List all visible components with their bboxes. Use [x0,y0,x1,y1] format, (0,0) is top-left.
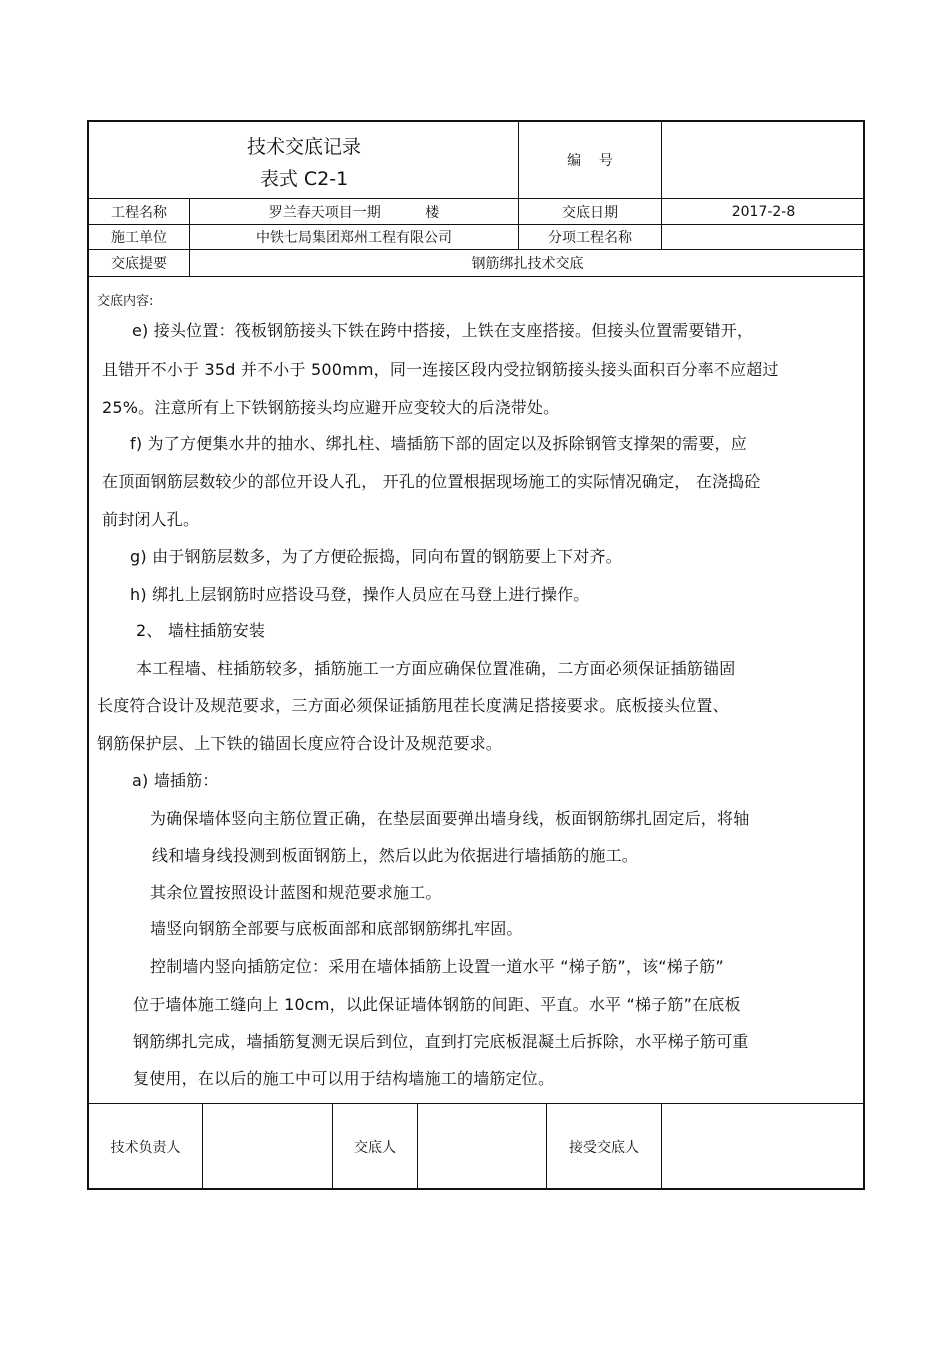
content-line: 25%。注意所有上下铁钢筋接头均应避开应变较大的后浇带处。 [102,398,560,417]
content-line: 线和墙身线投测到板面钢筋上，然后以此为依据进行墙插筋的施工。 [152,846,639,865]
content-line: 在顶面钢筋层数较少的部位开设人孔， 开孔的位置根据现场施工的实际情况确定， 在浇捣砼 [102,472,761,491]
summary-label: 交底提要 [111,256,167,272]
divider [89,276,863,277]
receiver-label: 接受交底人 [569,1140,639,1156]
content-line: e) 接头位置：筏板钢筋接头下铁在跨中搭接，上铁在支座搭接。但接头位置需要错开， [132,321,754,340]
unit-label: 施工单位 [111,230,167,246]
content-line: 且错开不小于 35d 并不小于 500mm，同一连接区段内受拉钢筋接头接头面积百分率不应超过 [102,360,779,379]
content-line: 长度符合设计及规范要求，三方面必须保证插筋甩茬长度满足搭接要求。底板接头位置、 [97,696,729,715]
content-line: a) 墙插筋： [132,771,219,790]
content-line: 为确保墙体竖向主筋位置正确，在垫层面要弹出墙身线，板面钢筋绑扎固定后，将轴 [150,809,750,828]
date-label: 交底日期 [562,204,618,221]
content-line: 前封闭人孔。 [102,510,200,529]
project-name-label: 工程名称 [111,204,167,221]
content-line: f) 为了方便集水井的抽水、绑扎柱、墙插筋下部的固定以及拆除钢管支撑架的需要，应 [130,434,747,453]
content-line: 钢筋保护层、上下铁的锚固长度应符合设计及规范要求。 [97,734,503,753]
unit-value: 中铁七局集团郑州工程有限公司 [256,230,452,246]
number-label: 编 号 [567,153,613,169]
project-name-value: 罗兰春天项目一期 楼 [268,204,440,221]
content-line: 其余位置按照设计蓝图和规范要求施工。 [150,883,442,902]
content-line: 钢筋绑扎完成，墙插筋复测无误后到位，直到打完底板混凝土后拆除，水平梯子筋可重 [133,1032,749,1051]
content-line: 本工程墙、柱插筋较多，插筋施工一方面应确保位置准确，二方面必须保证插筋锚固 [136,659,736,678]
subitem-value [662,225,865,249]
content-label: 交底内容: [97,294,154,309]
content-line: 2、 墙柱插筋安装 [136,621,266,640]
content-line: 位于墙体施工缝向上 10cm，以此保证墙体钢筋的间距、平直。水平 “梯子筋”在底板 [133,995,741,1014]
content-line: h) 绑扎上层钢筋时应搭设马登，操作人员应在马登上进行操作。 [130,585,590,604]
form-code: 表式 C2-1 [259,168,349,190]
form-title: 技术交底记录 [246,136,361,158]
tech-lead-signature [203,1104,332,1190]
receiver-signature [662,1104,865,1190]
number-value [662,122,865,198]
presenter-signature [418,1104,546,1190]
content-line: 控制墙内竖向插筋定位：采用在墙体插筋上设置一道水平 “梯子筋”，该“梯子筋” [150,957,724,976]
content-line: 复使用，在以后的施工中可以用于结构墙施工的墙筋定位。 [133,1069,555,1088]
subitem-label: 分项工程名称 [548,230,632,246]
presenter-label: 交底人 [354,1140,396,1156]
summary-value: 钢筋绑扎技术交底 [471,256,584,272]
technical-disclosure-form [87,120,865,1190]
content-line: g) 由于钢筋层数多，为了方便砼振捣，同向布置的钢筋要上下对齐。 [130,547,622,566]
date-value: 2017-2-8 [731,203,796,220]
tech-lead-label: 技术负责人 [110,1140,181,1156]
content-line: 墙竖向钢筋全部要与底板面部和底部钢筋绑扎牢固。 [150,919,523,938]
